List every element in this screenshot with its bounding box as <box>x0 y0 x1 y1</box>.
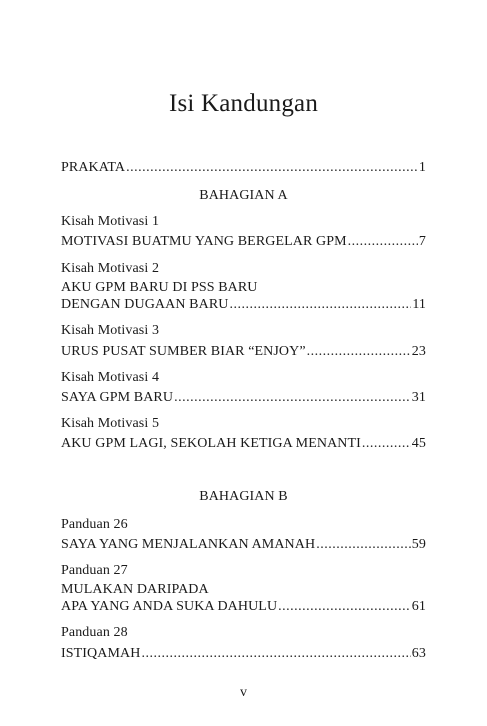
dot-leader <box>278 598 411 616</box>
dot-leader <box>174 389 411 407</box>
toc-entry-title: AKU GPM LAGI, SEKOLAH KETIGA MENANTI <box>61 436 361 451</box>
toc-entry-title-line[interactable]: AKU GPM BARU DI PSS BARU <box>61 280 258 295</box>
section-heading-a: BAHAGIAN A <box>199 188 288 203</box>
dot-leader <box>316 536 411 554</box>
toc-entry-panduan-27[interactable] <box>61 598 426 616</box>
toc-entry-kisah-4[interactable] <box>61 389 426 407</box>
toc-entry-title: SAYA YANG MENJALANKAN AMANAH <box>61 537 316 552</box>
toc-entry-page: 1 <box>418 160 426 175</box>
toc-item-label: Panduan 28 <box>61 625 128 640</box>
toc-entry-panduan-26[interactable] <box>61 536 426 554</box>
toc-entry-title: SAYA GPM BARU <box>61 390 174 405</box>
toc-entry-kisah-5[interactable] <box>61 435 426 453</box>
toc-entry-page: 61 <box>411 599 426 614</box>
toc-entry-title: PRAKATA <box>61 160 126 175</box>
dot-leader <box>307 343 411 361</box>
dot-leader <box>348 233 418 251</box>
toc-entry-page: 31 <box>411 390 426 405</box>
toc-entry-page: 11 <box>412 297 426 312</box>
toc-item-label: Panduan 27 <box>61 563 128 578</box>
toc-item-label: Kisah Motivasi 4 <box>61 370 160 385</box>
toc-entry-title: APA YANG ANDA SUKA DAHULU <box>61 599 278 614</box>
toc-item-label: Kisah Motivasi 3 <box>61 323 160 338</box>
toc-entry-title: URUS PUSAT SUMBER BIAR “ENJOY” <box>61 344 306 359</box>
toc-entry-prakata[interactable] <box>61 159 426 177</box>
toc-entry-page: 59 <box>411 537 426 552</box>
dot-leader <box>229 296 411 314</box>
toc-item-label: Kisah Motivasi 1 <box>61 214 160 229</box>
toc-entry-page: 63 <box>411 646 426 661</box>
page-number: v <box>240 685 247 700</box>
toc-entry-page: 23 <box>411 344 426 359</box>
toc-entry-kisah-3[interactable] <box>61 343 426 361</box>
page-title: Isi Kandungan <box>168 90 319 117</box>
toc-entry-kisah-1[interactable] <box>61 233 426 251</box>
toc-entry-page: 45 <box>411 436 426 451</box>
toc-entry-panduan-28[interactable] <box>61 645 426 663</box>
dot-leader <box>126 159 418 177</box>
toc-entry-title-line[interactable]: MULAKAN DARIPADA <box>61 582 209 597</box>
section-heading-b: BAHAGIAN B <box>199 489 288 504</box>
toc-entry-page: 7 <box>418 234 426 249</box>
toc-entry-title: MOTIVASI BUATMU YANG BERGELAR GPM <box>61 234 347 249</box>
toc-item-label: Panduan 26 <box>61 517 128 532</box>
toc-entry-kisah-2[interactable] <box>61 296 426 314</box>
dot-leader <box>362 435 411 453</box>
dot-leader <box>141 645 410 663</box>
toc-item-label: Kisah Motivasi 2 <box>61 261 160 276</box>
toc-entry-title: DENGAN DUGAAN BARU <box>61 297 229 312</box>
toc-entry-title: ISTIQAMAH <box>61 646 141 661</box>
toc-item-label: Kisah Motivasi 5 <box>61 416 160 431</box>
